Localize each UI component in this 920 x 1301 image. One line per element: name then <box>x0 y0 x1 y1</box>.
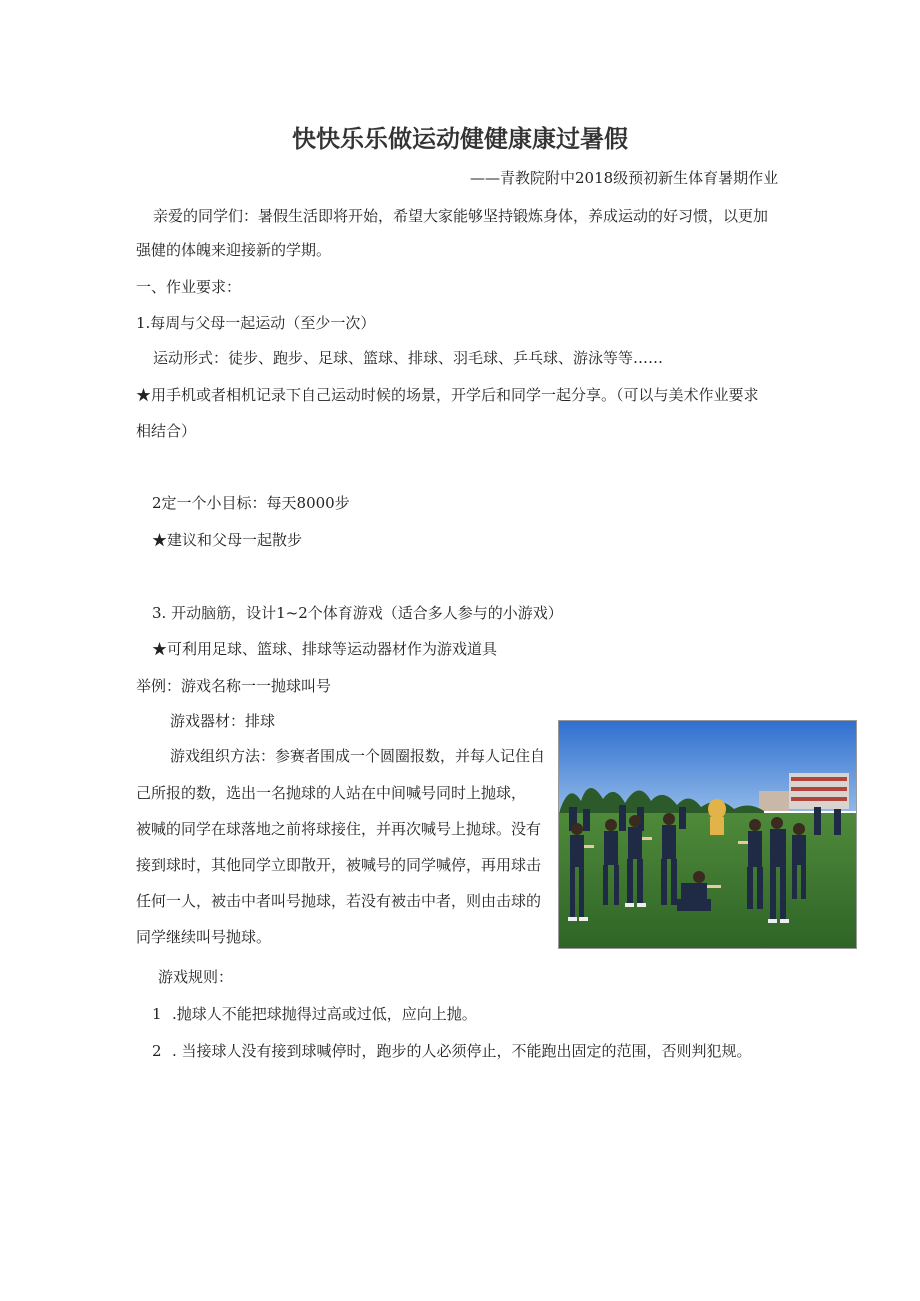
section-heading: 一、作业要求： <box>136 278 242 296</box>
item1-forms: 运动形式：徒步、跑步、足球、篮球、排球、羽毛球、乒乓球、游泳等等…… <box>153 349 664 367</box>
game-method-line: 己所报的数，选出一名抛球的人站在中间喊号同时上抛球， <box>136 784 527 802</box>
game-method-line: 被喊的同学在球落地之前将球接住，并再次喊号上抛球。没有 <box>136 820 542 838</box>
game-method-line: 接到球时，其他同学立即散开，被喊号的同学喊停，再用球击 <box>136 856 542 874</box>
item1-note-line-2: 相结合） <box>136 422 197 440</box>
game-method-line: 游戏组织方法：参赛者围成一个圆圈报数，并每人记住自 <box>170 747 546 765</box>
item2-heading: 2定一个小目标：每天8000步 <box>152 494 350 512</box>
game-equipment: 游戏器材：排球 <box>170 712 276 730</box>
example-label: 举例：游戏名称一一抛球叫号 <box>136 677 332 695</box>
item1-note-line-1: ★用手机或者相机记录下自己运动时候的场景，开学后和同学一起分享。（可以与美术作业要求 <box>136 386 759 404</box>
item1-heading: 1.每周与父母一起运动（至少一次） <box>136 314 376 332</box>
intro-line-1: 亲爱的同学们：暑假生活即将开始，希望大家能够坚持锻炼身体，养成运动的好习惯，以更加 <box>153 207 769 225</box>
rule-2-number: 2 <box>152 1042 162 1060</box>
item3-note: ★可利用足球、篮球、排球等运动器材作为游戏道具 <box>152 640 498 658</box>
game-photo <box>558 720 857 949</box>
game-method-line: 同学继续叫号抛球。 <box>136 928 272 946</box>
rule-1-text: .抛球人不能把球抛得过高或过低，应向上抛。 <box>172 1005 477 1023</box>
rule-2-text: . 当接球人没有接到球喊停时，跑步的人必须停止，不能跑出固定的范围，否则判犯规。 <box>172 1042 752 1060</box>
rules-heading: 游戏规则： <box>158 968 234 986</box>
document-title: 快快乐乐做运动健健康康过暑假 <box>292 124 628 153</box>
rule-1-number: 1 <box>152 1005 162 1023</box>
game-method-line: 任何一人，被击中者叫号抛球，若没有被击中者，则由击球的 <box>136 892 542 910</box>
item2-note: ★建议和父母一起散步 <box>152 531 303 549</box>
item3-heading: 3. 开动脑筋，设计1~2个体育游戏（适合多人参与的小游戏） <box>152 604 563 622</box>
document-subtitle: ——青教院附中2018级预初新生体育暑期作业 <box>470 169 779 187</box>
intro-line-2: 强健的体魄来迎接新的学期。 <box>136 241 332 259</box>
